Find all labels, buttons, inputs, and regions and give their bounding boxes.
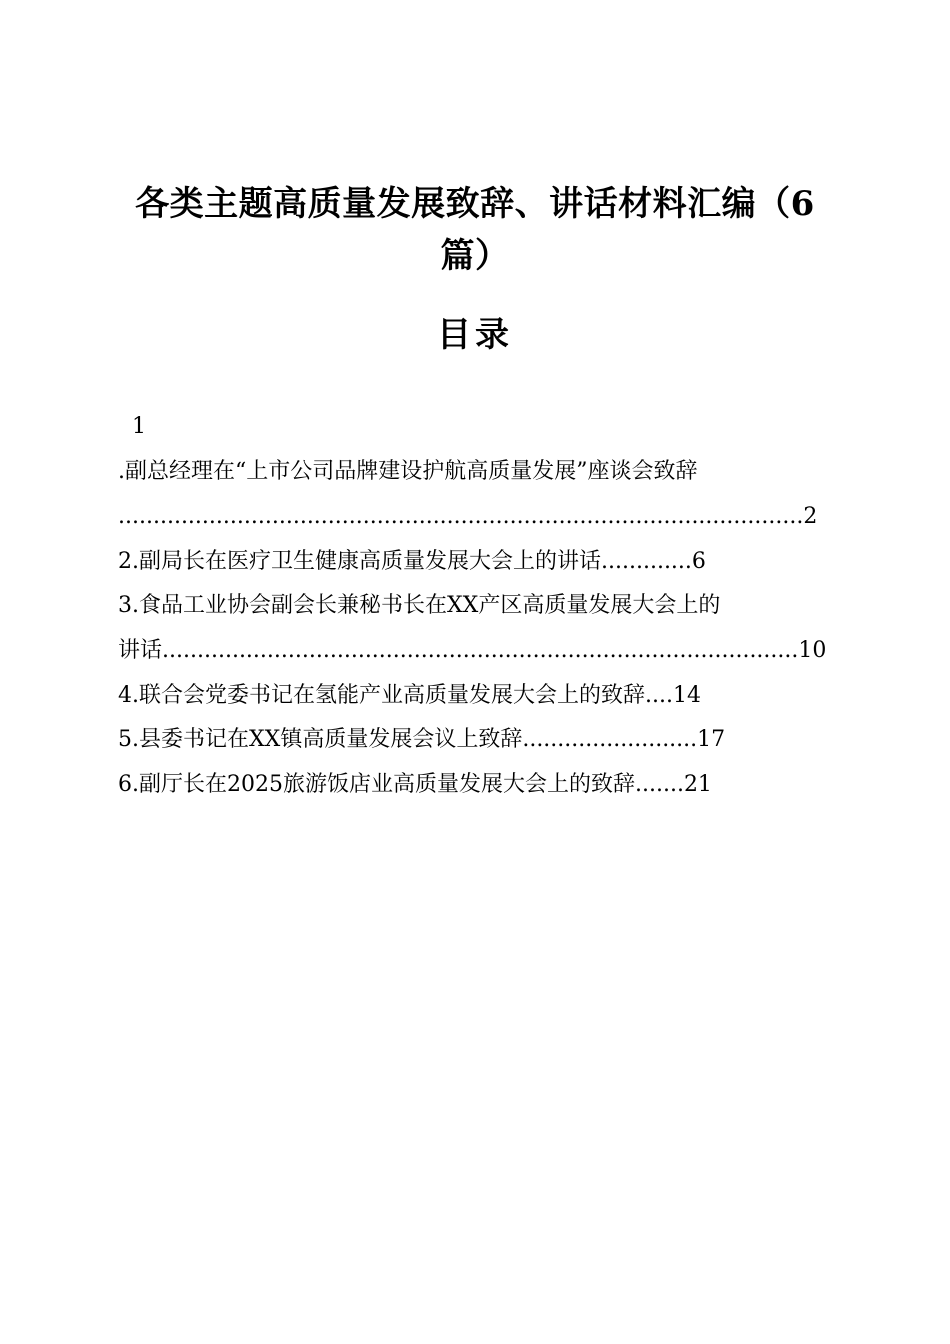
toc-entry-6-title: 6.副厅长在2025旅游饭店业高质量发展大会上的致辞 bbox=[118, 772, 635, 797]
toc-entry-2-title: 2.副局长在医疗卫生健康高质量发展大会上的讲话 bbox=[118, 549, 601, 574]
toc-entry-3-title-line-2: 讲话 bbox=[118, 638, 163, 663]
toc-entry-2-page: 6 bbox=[691, 549, 706, 574]
toc-entry-1-leader: .................................................................................................. bbox=[118, 504, 804, 529]
toc-entry-2-leader: ............. bbox=[601, 549, 692, 574]
document-title-line-1: 各类主题高质量发展致辞、讲话材料汇编（6 bbox=[135, 184, 815, 224]
toc-entry-1-page-line[interactable] bbox=[118, 502, 817, 532]
toc-entry-5-leader: ......................... bbox=[522, 727, 698, 752]
toc-entry-4[interactable] bbox=[118, 681, 701, 711]
toc-entry-3-title-line-1[interactable]: 3.食品工业协会副会长兼秘书长在XX产区高质量发展大会上的 bbox=[118, 593, 721, 618]
toc-entry-4-title: 4.联合会党委书记在氢能产业高质量发展大会上的致辞 bbox=[118, 683, 645, 708]
toc-entry-5[interactable] bbox=[118, 725, 725, 755]
toc-heading: 目录 bbox=[437, 315, 513, 355]
toc-entry-3-page: 10 bbox=[798, 638, 827, 663]
toc-entry-5-title: 5.县委书记在XX镇高质量发展会议上致辞 bbox=[118, 727, 523, 752]
document-title bbox=[110, 178, 840, 282]
toc-entry-4-leader: .... bbox=[645, 683, 673, 708]
document-title-line-2: 篇） bbox=[440, 236, 510, 276]
toc-entry-3-leader: ........................................................................................... bbox=[162, 638, 799, 663]
toc-entry-1-number: 1 bbox=[132, 414, 146, 439]
toc-entry-2[interactable] bbox=[118, 547, 706, 577]
toc-entry-6[interactable] bbox=[118, 770, 712, 800]
toc-entry-6-leader: ....... bbox=[634, 772, 684, 797]
toc-entry-3-page-line[interactable] bbox=[118, 636, 826, 666]
toc-entry-4-page: 14 bbox=[672, 683, 701, 708]
toc-entry-1-title[interactable]: .副总经理在“上市公司品牌建设护航高质量发展”座谈会致辞 bbox=[118, 459, 698, 484]
toc-entry-5-page: 17 bbox=[697, 727, 726, 752]
toc-entry-1-page: 2 bbox=[803, 504, 818, 529]
toc-entry-6-page: 21 bbox=[683, 772, 712, 797]
